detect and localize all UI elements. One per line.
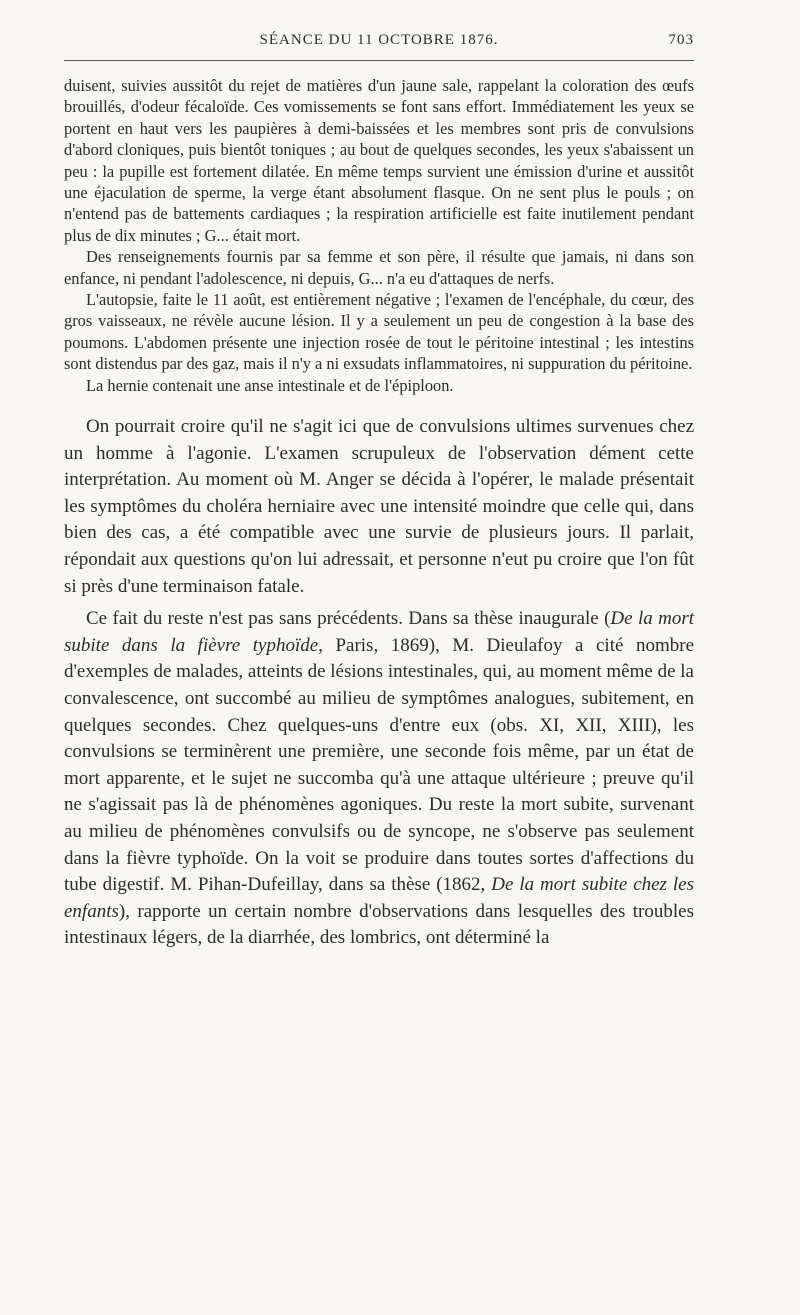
observation-paragraph-4: La hernie contenait une anse intestinale et de l'épiploon.	[86, 375, 454, 395]
page	[64, 26, 694, 952]
thesis-title-pihan: De la mort subite chez les enfants	[64, 874, 694, 922]
header-rule	[64, 60, 694, 61]
observation-paragraph-3: L'autopsie, faite le 11 août, est entièrement négative ; l'examen de l'encéphale, du cœur, des gros vaisseaux, ne révèle aucune lésion. Il y a seulement un peu de congestion à la base des poumons. L'abdomen présente une injection rosée de tout le péritoine intestinal ; les intestins sont distendus par des gaz, mais il n'y a ni exsudats inflammatoires, ni suppuration du péritoine.	[64, 290, 694, 374]
observation-paragraph-2: Des renseignements fournis par sa femme et son père, il résulte que jamais, ni dans son enfance, ni pendant l'adolescence, ni depuis, G... n'a eu d'attaques de nerfs.	[64, 247, 694, 288]
discussion-text-a: Ce fait du reste n'est pas sans précédents. Dans sa thèse inaugurale (	[86, 608, 611, 630]
discussion-block	[64, 414, 694, 952]
observation-paragraph-1: duisent, suivies aussitôt du rejet de matières d'un jaune sale, rappelant la coloration des œufs brouillés, d'odeur fécaloïde. Ces vomissements se font sans effort. Immédiatement les yeux se portent en haut vers les paupières à demi-baissées et les membres sont pris de convulsions d'abord cloniques, puis bientôt toniques ; au bout de quelques secondes, les yeux s'abaissent un peu : la pupille est fortement dilatée. En même temps survient une émission d'urine et aussitôt une éjaculation de sperme, la verge étant absolument flasque. On ne sent plus le pouls ; on n'entend pas de battements cardiaques ; la respiration artificielle est faite inutilement pendant plus de dix minutes ; G... était mort.	[64, 76, 694, 245]
discussion-text-c: ), rapporte un certain nombre d'observations dans lesquelles des troubles intestinaux légers, de la diarrhée, des lombrics, ont déterminé la	[64, 900, 694, 949]
discussion-text-b: Paris, 1869), M. Dieulafoy a cité nombre d'exemples de malades, atteints de lésions intestinales, qui, au moment même de la convalescence, ont succombé au milieu de symptômes analogues, subitement, en quelques secondes. Chez quelques-uns d'entre eux (obs. XI, XII, XIII), les convulsions se terminèrent une première, une seconde fois même, par un état de mort apparente, et le sujet ne succomba qu'à une attaque ultérieure ; preuve qu'il ne s'agissait pas là de phénomènes agoniques. Du reste la mort subite, survenant au milieu de phénomènes convulsifs ou de syncope, ne s'observe pas seulement dans la fièvre typhoïde. On la voit se produire dans toutes sortes d'affections du tube digestif. M. Pihan-Dufeillay, dans sa thèse (1862,	[64, 634, 694, 896]
thesis-title-dieulafoy: De la mort subite dans la fièvre typhoïde,	[64, 608, 695, 656]
discussion-paragraph-1: On pourrait croire qu'il ne s'agit ici que de convulsions ultimes survenues chez un homme à l'agonie. L'examen scrupuleux de l'observation dément cette interprétation. Au moment où M. Anger se décida à l'opérer, le malade présentait les symptômes du choléra herniaire avec une intensité moindre que celle qui, dans bien des cas, a été compatible avec une survie de plusieurs jours. Il parlait, répondait aux questions qu'on lui adressait, et personne n'eut pu croire que l'on fût si près d'une terminaison fatale.	[64, 416, 694, 597]
discussion-paragraph-2	[64, 606, 694, 952]
running-head	[64, 26, 694, 60]
observation-block	[64, 75, 694, 396]
running-title: SÉANCE DU 11 OCTOBRE 1876.	[259, 32, 499, 48]
page-number: 703	[668, 32, 694, 48]
